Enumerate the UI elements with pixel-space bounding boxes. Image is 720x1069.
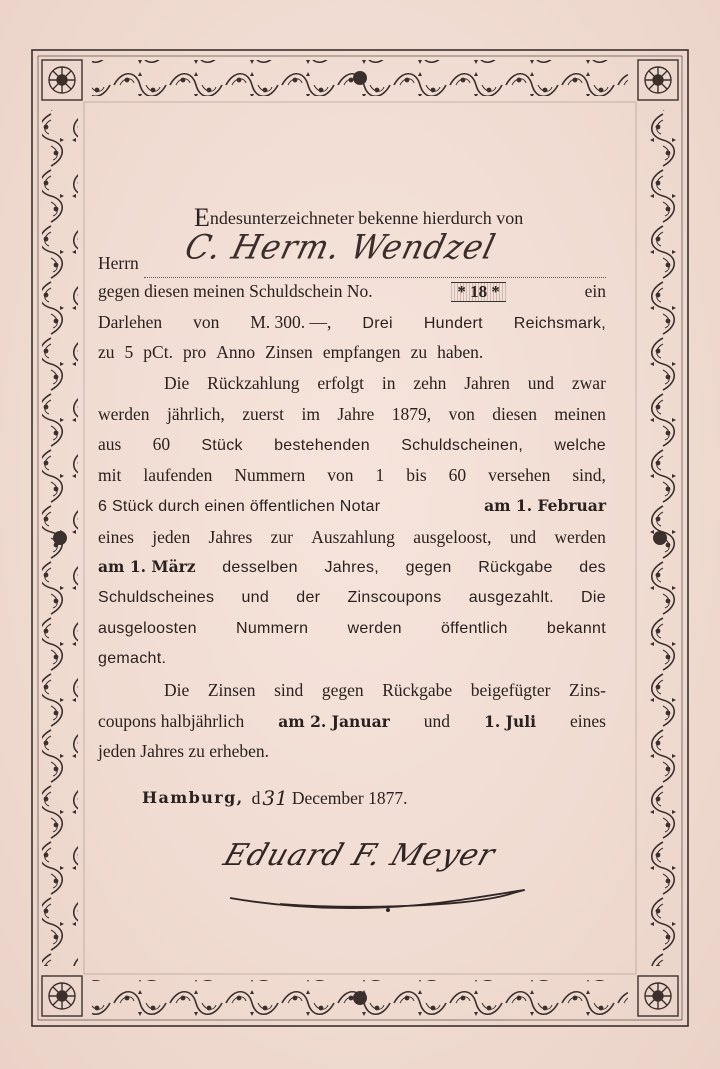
- repayment-word: im: [301, 403, 320, 424]
- coupon-word: Zinsen: [207, 679, 256, 700]
- published-word: ausgeloosten: [98, 619, 197, 637]
- repayment-word: 60: [448, 465, 467, 486]
- signature: Eduard F. Meyer: [219, 838, 500, 873]
- gemacht-text: gemacht.: [98, 650, 167, 668]
- repayment-word: welche: [554, 437, 606, 455]
- repayment-word: in: [381, 373, 396, 394]
- coupon-word: Zins-: [569, 679, 606, 700]
- certificate-body: [98, 190, 606, 815]
- number-line-pre: gegen diesen meinen Schuldschein No.: [98, 281, 373, 301]
- march-line: [98, 552, 606, 583]
- coupon-line-1: [98, 675, 606, 706]
- repayment-word: jährlich,: [166, 403, 225, 424]
- coupon-word: Rückgabe: [382, 679, 453, 700]
- coupon-line2-mid: und: [423, 710, 451, 731]
- loan-amount: M. 300. —,: [250, 311, 332, 332]
- loan-word: Drei: [362, 314, 393, 332]
- repayment-word: versehen: [488, 465, 551, 486]
- schuld-word: der: [296, 588, 321, 606]
- gemacht-line: [98, 644, 606, 675]
- repayment-word: zehn: [413, 373, 447, 394]
- repayment-word: 60: [152, 434, 171, 455]
- schuld-word: Die: [581, 588, 606, 606]
- loan-word: von: [193, 311, 220, 332]
- interest-word: pro: [182, 342, 207, 363]
- july-date-bold: 1. Juli: [484, 711, 536, 731]
- interest-word: empfangen: [322, 342, 401, 363]
- coupon-line2-pre: coupons halbjährlich: [98, 710, 245, 731]
- loan-line: [98, 307, 606, 338]
- repayment-word: Nummern: [234, 465, 306, 486]
- repayment-word: und: [527, 373, 555, 394]
- interest-word: zu: [98, 342, 115, 363]
- place-date-line: [98, 781, 606, 815]
- repayment-word: werden: [98, 403, 150, 424]
- repayment-word: Jahren: [464, 373, 510, 394]
- repayment-word: bis: [406, 465, 427, 486]
- date-d: d: [251, 787, 261, 808]
- repayment-word: bestehenden: [274, 437, 370, 455]
- payout-word: und: [509, 526, 537, 547]
- repayment-word: Schuldscheinen,: [401, 437, 524, 455]
- coupon-line-3: [98, 736, 606, 767]
- coupon-line-2: [98, 706, 606, 737]
- interest-word: 5: [124, 342, 134, 363]
- repayment-word: Die: [164, 373, 190, 394]
- repayment-word: zuerst: [242, 403, 285, 424]
- repayment-word: von: [448, 403, 475, 424]
- payout-word: ausgeloost,: [413, 526, 492, 547]
- repayment-word: diesen: [492, 403, 537, 424]
- published-word: Nummern: [235, 619, 309, 637]
- published-word: öffentlich: [440, 619, 508, 637]
- march-word: des: [579, 559, 606, 577]
- repayment-word: aus: [98, 434, 122, 455]
- payout-word: Jahres: [208, 526, 253, 547]
- payout-line: [98, 522, 606, 553]
- repayment-word: Jahre: [337, 403, 375, 424]
- march-word: Jahres,: [324, 559, 380, 577]
- repayment-word: 1: [375, 465, 385, 486]
- payout-word: Auszahlung: [311, 526, 395, 547]
- repayment-word: meinen: [554, 403, 606, 424]
- coupon-word: beigefügter: [470, 679, 551, 700]
- published-word: werden: [347, 619, 402, 637]
- recipient-handwritten-name: C. Herm. Wendzel: [181, 227, 500, 267]
- interest-word: haben.: [437, 342, 484, 363]
- repayment-word: von: [327, 465, 354, 486]
- repayment-word: mit: [98, 465, 122, 486]
- march-word: Rückgabe: [478, 559, 553, 577]
- notar-date-bold: am 1. Februar: [484, 495, 606, 515]
- repayment-word: laufenden: [143, 465, 213, 486]
- march-date-bold: am 1. März: [98, 557, 196, 577]
- signature-flourish: [210, 870, 550, 920]
- schuld-word: Zinscoupons: [347, 588, 442, 606]
- interest-word: zu: [410, 342, 428, 363]
- schuld-word: Schuldscheines: [98, 588, 215, 606]
- published-line: [98, 614, 606, 645]
- date-day-handwritten: 31: [262, 785, 288, 810]
- repayment-word: Stück: [201, 437, 243, 455]
- published-word: bekannt: [546, 619, 606, 637]
- payout-word: zur: [270, 526, 293, 547]
- opening-initial: E: [194, 203, 210, 233]
- interest-word: Anno: [216, 342, 256, 363]
- schuld-word: und: [241, 588, 270, 606]
- loan-word: Hundert: [423, 314, 483, 332]
- schuldscheine-line: [98, 583, 606, 614]
- schuldschein-number: * 18 *: [451, 282, 506, 302]
- repayment-line-1: [98, 368, 606, 399]
- recipient-line: [98, 227, 606, 276]
- opening-text: ndesunterzeichneter bekenne hierdurch von: [209, 208, 524, 229]
- payout-word: werden: [554, 526, 606, 547]
- interest-line: [98, 337, 606, 368]
- interest-word: pCt.: [143, 342, 173, 363]
- repayment-line-4: [98, 460, 606, 491]
- coupon-line3-text: jeden Jahres zu erheben.: [98, 741, 270, 762]
- coupon-word: sind: [274, 679, 304, 700]
- march-word: desselben: [222, 559, 298, 577]
- loan-word: Reichsmark,: [513, 314, 606, 332]
- repayment-line-3: [98, 429, 606, 460]
- date-rest: December 1877.: [291, 787, 408, 808]
- repayment-word: zwar: [571, 373, 606, 394]
- january-date-bold: am 2. Januar: [278, 711, 390, 731]
- number-line-post: ein: [584, 281, 606, 301]
- notar-line: [98, 491, 606, 522]
- loan-word: Darlehen: [98, 311, 163, 332]
- march-word: gegen: [405, 559, 452, 577]
- interest-word: Zinsen: [265, 342, 313, 363]
- city-name: Hamburg,: [142, 787, 244, 807]
- recipient-prefix: Herrn: [98, 253, 139, 273]
- repayment-word: erfolgt: [317, 373, 364, 394]
- repayment-word: 1879,: [391, 403, 432, 424]
- recipient-dotted-rule: [144, 277, 606, 278]
- payout-word: eines: [98, 526, 134, 547]
- schuldschein-number-line: [98, 276, 606, 307]
- coupon-word: gegen: [321, 679, 364, 700]
- repayment-line-2: [98, 399, 606, 430]
- repayment-word: Rückzahlung: [207, 373, 300, 394]
- repayment-word: sind,: [572, 465, 606, 486]
- coupon-line2-post: eines: [569, 710, 606, 731]
- payout-word: jeden: [152, 526, 191, 547]
- coupon-word: Die: [164, 679, 190, 700]
- schuld-word: ausgezahlt.: [468, 588, 554, 606]
- notar-text: 6 Stück durch einen öffentlichen Notar: [98, 497, 381, 515]
